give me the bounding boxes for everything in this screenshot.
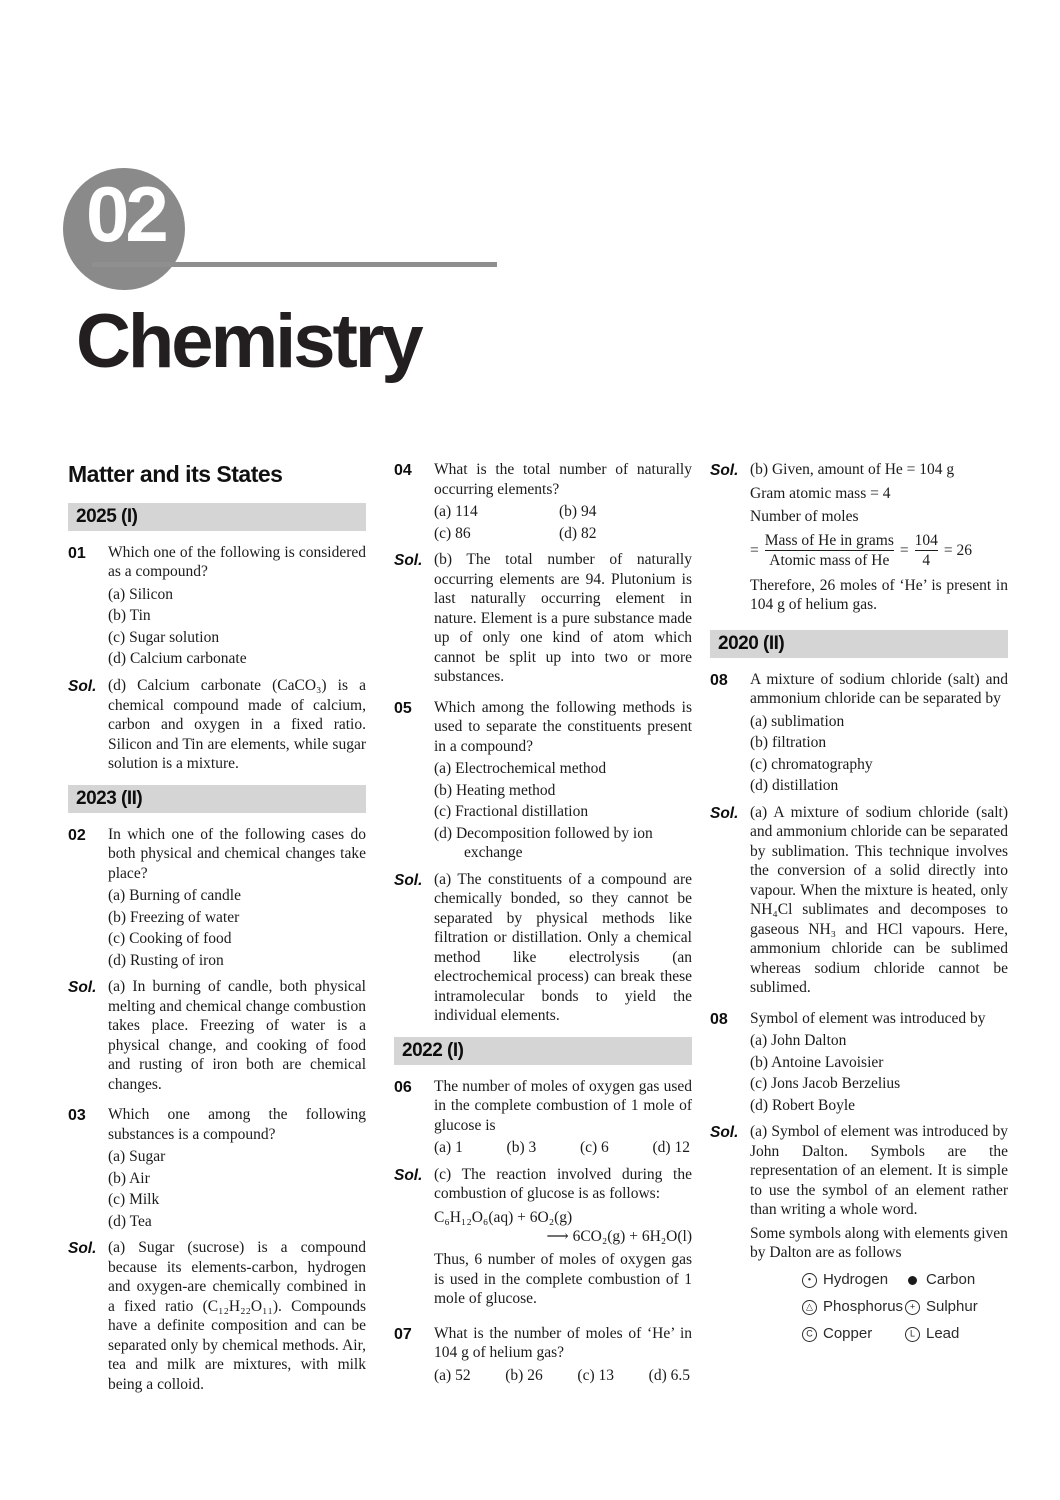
option-d: (d) distillation: [750, 777, 839, 795]
question-text: Which among the following methods is used to separate the constituents present in a compound?: [434, 698, 692, 755]
solution-text: (a) The constituents of a compound are chemically bonded, so they cannot be separated by physical methods like filtration or distillation. Only a chemical method like electrolysis (an electrochemical process) can break these intramolecular bonds to yield the individual elements.: [434, 870, 692, 1025]
option-c: (c) Cooking of food: [108, 930, 232, 948]
option-a: (a) Electrochemical method: [434, 760, 607, 778]
solution-07: [710, 460, 1008, 619]
solution-text: (b) Given, amount of He = 104 g: [750, 461, 955, 478]
dalton-symbols-list: [802, 1271, 1008, 1344]
solution-text: Gram atomic mass = 4: [750, 484, 891, 502]
options-list: [108, 886, 366, 970]
solution-text: Thus, 6 number of moles of oxygen gas is used in the complete combustion of 1 mole of glucose.: [434, 1250, 692, 1308]
symbol-label: Hydrogen: [823, 1270, 889, 1288]
hydrogen-symbol-item: [802, 1271, 905, 1290]
option-b: (b) Freezing of water: [108, 908, 240, 926]
solution-01: [68, 676, 366, 774]
solution-05: [394, 870, 692, 1026]
hydrogen-symbol-icon: •: [802, 1273, 817, 1288]
question-number: 06: [394, 1078, 412, 1096]
solution-text: (b) The total number of naturally occurring elements are 94. Plutonium is last naturally occurring element in nature. Element is a pure substance made up of only one kind of atom which cannot be split up into two or more substances.: [434, 551, 692, 686]
options-list: [434, 502, 692, 543]
year-bar-2022-i: 2022 (I): [394, 1037, 692, 1065]
question-text: What is the number of moles of ‘He’ in 104 g of helium gas?: [434, 1324, 692, 1362]
solution-label: Sol.: [68, 979, 97, 997]
option-d: (d) Calcium carbonate: [108, 650, 247, 668]
solution-label: Sol.: [394, 871, 423, 889]
question-03: [68, 1105, 366, 1231]
option-b: (b) 26: [505, 1366, 543, 1384]
column-1: [68, 460, 366, 1405]
question-text: Which one among the following substances is a compound?: [108, 1106, 366, 1143]
option-c: (c) 6: [579, 1139, 609, 1157]
solution-text: (a) Sugar (sucrose) is a compound because its elements-carbon, hydrogen and oxygen-are chemically combined in a fixed ratio (C₁₂H₂₂O₁₁). Compounds have a definite composition and can be separated only by chemical methods. Air, tea and milk are mixtures, with milk being a colloid.: [108, 1239, 366, 1393]
option-d: (d) Decomposition followed by ion exchange: [434, 824, 653, 862]
options-list: [108, 1147, 366, 1231]
mass-fraction: $\frac{\text{Mass of He in grams}}{\text{Atomic mass of He}}$: [764, 531, 894, 570]
fraction-result: = 26: [943, 541, 973, 559]
phosphorus-symbol-icon: △: [802, 1300, 817, 1315]
option-d: (d) Robert Boyle: [750, 1096, 856, 1114]
copper-symbol-item: [802, 1325, 905, 1344]
question-08a: [710, 670, 1008, 796]
column-2: [394, 460, 692, 1392]
column-3: [710, 460, 1008, 1355]
solution-text: Some symbols along with elements given by Dalton are as follows: [750, 1224, 1008, 1262]
moles-equation: [750, 531, 1008, 571]
equals-sign: =: [750, 541, 759, 559]
option-d: (d) Rusting of iron: [108, 951, 224, 969]
question-text: What is the total number of naturally occurring elements?: [434, 461, 692, 498]
lead-symbol-item: [905, 1325, 1008, 1344]
solution-label: Sol.: [394, 1166, 423, 1184]
carbon-symbol-item: [905, 1271, 1008, 1290]
solution-text: (a) A mixture of sodium chloride (salt) and ammonium chloride can be separated by sublimation. This technique involves the conversion of a solid directly into vapour. When the mixture is heated, only NH₄Cl sublimates and decomposes to gaseous NH₃ and HCl vapours. Here, ammonium chloride can be sublimed whereas sodium chloride cannot be sublimed.: [750, 803, 1008, 997]
question-number: 02: [68, 826, 86, 844]
solution-08b: [710, 1122, 1008, 1343]
option-a: (a) Silicon: [108, 585, 173, 603]
options-list: [750, 1031, 1008, 1115]
year-bar-2025-i: 2025 (I): [68, 503, 366, 531]
question-number: 08: [710, 1010, 728, 1028]
question-number: 07: [394, 1325, 412, 1343]
option-a: (a) John Dalton: [750, 1032, 847, 1050]
question-number: 08: [710, 671, 728, 689]
chapter-number: 02: [86, 170, 165, 258]
question-text: Symbol of element was introduced by: [750, 1009, 986, 1027]
phosphorus-symbol-item: [802, 1298, 905, 1317]
number-fraction: $\frac{104}{4}$: [914, 531, 938, 570]
options-list: [750, 712, 1008, 796]
lead-symbol-icon: L: [905, 1327, 920, 1342]
option-d: (d) 12: [652, 1139, 690, 1157]
year-bar-2023-ii: 2023 (II): [68, 785, 366, 813]
symbol-label: Sulphur: [926, 1297, 978, 1315]
chapter-rule-line: [92, 262, 497, 267]
question-08b: [710, 1009, 1008, 1116]
option-b: (b) 94: [559, 503, 597, 521]
solution-label: Sol.: [68, 678, 97, 695]
solution-text: (a) Symbol of element was introduced by John Dalton. Symbols are the representation of an element. It is simple to use the symbol of an element rather than writing a whole word.: [750, 1123, 1008, 1219]
chemical-equation-line1: C₆H₁₂O₆(aq) + 6O₂(g): [434, 1208, 573, 1226]
question-text: The number of moles of oxygen gas used in the complete combustion of 1 mole of glucose is: [434, 1077, 692, 1134]
option-b: (b) Heating method: [434, 781, 556, 799]
solution-03: [68, 1238, 366, 1394]
option-c: (c) Sugar solution: [108, 628, 220, 646]
solution-text: (c) The reaction involved during the combustion of glucose is as follows:: [434, 1165, 692, 1203]
option-c: (c) 86: [434, 524, 471, 542]
option-c: (c) Milk: [108, 1191, 160, 1209]
option-b: (b) Air: [108, 1169, 150, 1187]
solution-text: (d) Calcium carbonate (CaCO₃) is a chemical compound made of calcium, carbon and oxygen in a fixed ratio. Silicon and Tin are elements, while sugar solution is a mixture.: [108, 677, 366, 773]
question-06: [394, 1077, 692, 1158]
chemical-equation-line2: ⟶ 6CO₂(g) + 6H₂O(l): [546, 1228, 692, 1246]
question-number: 01: [68, 544, 86, 562]
solution-label: Sol.: [710, 804, 739, 822]
option-b: (b) Tin: [108, 607, 151, 625]
carbon-symbol-icon: [908, 1276, 917, 1285]
question-text: Which one of the following is considered as a compound?: [108, 543, 366, 581]
solution-08a: [710, 803, 1008, 998]
solution-text: Therefore, 26 moles of ‘He’ is present in 104 g of helium gas.: [750, 576, 1008, 614]
symbol-label: Carbon: [926, 1270, 976, 1288]
option-a: (a) Burning of candle: [108, 887, 241, 905]
solution-06: [394, 1165, 692, 1313]
symbol-label: Phosphorus: [823, 1297, 904, 1315]
sulphur-symbol-icon: +: [905, 1300, 920, 1315]
question-01: [68, 543, 366, 669]
solution-02: [68, 977, 366, 1094]
option-d: (d) 82: [559, 524, 597, 542]
option-c: (c) Fractional distillation: [434, 803, 589, 821]
option-d: (d) Tea: [108, 1212, 152, 1230]
option-b: (b) Antoine Lavoisier: [750, 1053, 884, 1071]
chapter-title: Chemistry: [76, 299, 421, 384]
option-c: (c) chromatography: [750, 755, 873, 773]
solution-label: Sol.: [710, 1124, 739, 1142]
options-list: [434, 1366, 692, 1386]
solution-label: Sol.: [394, 552, 423, 570]
sulphur-symbol-item: [905, 1298, 1008, 1317]
equals-sign: =: [899, 541, 909, 559]
options-list: [434, 759, 692, 863]
options-list: [434, 1138, 692, 1158]
options-list: [108, 585, 366, 669]
option-c: (c) 13: [577, 1366, 614, 1384]
question-number: 03: [68, 1107, 86, 1125]
question-05: [394, 698, 692, 863]
question-04: [394, 460, 692, 543]
option-c: (c) Jons Jacob Berzelius: [750, 1075, 901, 1093]
symbol-label: Copper: [823, 1324, 873, 1342]
topic-heading: Matter and its States: [68, 461, 283, 487]
option-a: (a) 52: [434, 1366, 471, 1384]
symbol-label: Lead: [926, 1324, 960, 1342]
solution-label: Sol.: [68, 1240, 97, 1258]
question-number: 05: [394, 699, 412, 717]
option-a: (a) 1: [434, 1139, 463, 1157]
copper-symbol-icon: C: [802, 1327, 817, 1342]
option-b: (b) 3: [506, 1139, 537, 1157]
option-a: (a) 114: [434, 503, 478, 521]
question-text: In which one of the following cases do both physical and chemical changes take place?: [108, 825, 366, 882]
option-d: (d) 6.5: [648, 1366, 690, 1384]
option-a: (a) Sugar: [108, 1148, 166, 1166]
question-02: [68, 825, 366, 971]
solution-04: [394, 550, 692, 687]
year-bar-2020-ii: 2020 (II): [710, 630, 1008, 658]
option-b: (b) filtration: [750, 734, 827, 752]
option-a: (a) sublimation: [750, 712, 845, 730]
solution-text: Number of moles: [750, 508, 859, 526]
question-07: [394, 1324, 692, 1386]
question-number: 04: [394, 462, 412, 479]
solution-text: (a) In burning of candle, both physical melting and chemical change combustion takes place. Freezing of water is a physical change, and cooking of food and rusting of iron both are chemical changes.: [108, 978, 366, 1093]
solution-label: Sol.: [710, 462, 739, 479]
question-text: A mixture of sodium chloride (salt) and ammonium chloride can be separated by: [750, 670, 1008, 708]
